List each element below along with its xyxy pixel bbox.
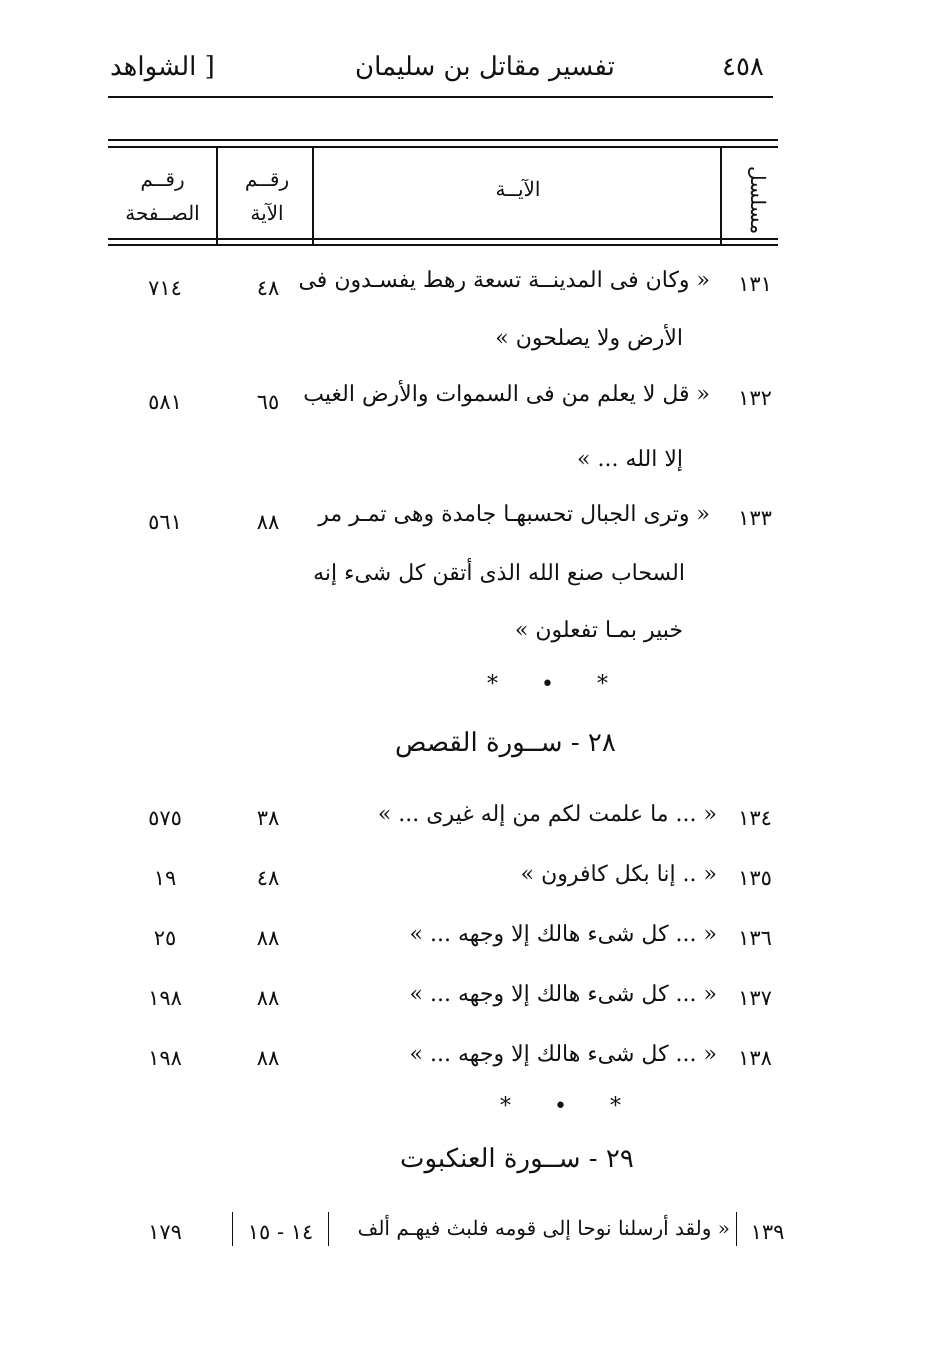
verse-text: « ... كل شىء هالك إلا وجهه ... » (409, 1042, 717, 1067)
verse-number: ١٤ - ١٥ (247, 1220, 314, 1244)
verse-number: ٨٨ (256, 1046, 280, 1070)
verse-text: « .. إنا بكل كافرون » (520, 862, 717, 887)
book-title: تفسير مقاتل بن سليمان (355, 52, 615, 82)
column-header-page-no (110, 162, 215, 230)
verse-text: « ... كل شىء هالك إلا وجهه ... » (409, 982, 717, 1007)
verse-number: ٨٨ (256, 510, 280, 534)
header-bottom-rule (108, 238, 778, 240)
page-reference: ٥٧٥ (148, 806, 182, 830)
serial-131: ١٣١ (738, 272, 772, 296)
verse-number: ٨٨ (256, 926, 280, 950)
surah-heading: ٢٩ - ســورة العنكبوت (400, 1144, 634, 1174)
serial-132: ١٣٢ (738, 386, 772, 410)
verse-text: « ... كل شىء هالك إلا وجهه ... » (409, 922, 717, 947)
serial-138: ١٣٨ (738, 1046, 772, 1070)
table-top-rule-2 (108, 146, 778, 148)
column-header-serial: مسلسل (746, 166, 770, 235)
serial-137: ١٣٧ (738, 986, 772, 1010)
serial-139: ١٣٩ (750, 1220, 785, 1244)
verse-number: ٤٨ (256, 866, 280, 890)
verse-text: إلا الله ... » (577, 447, 683, 472)
serial-136: ١٣٦ (738, 926, 772, 950)
verse-text: « وكان فى المدينــة تسعة رهط يفسـدون فى (298, 268, 710, 293)
verse-text: « ولقد أرسلنا نوحا إلى قومه فلبث فيهـم ألف (357, 1216, 730, 1240)
verse-text: السحاب صنع الله الذى أتقن كل شىء إنه (313, 561, 685, 586)
section-title: [ الشواهد (110, 52, 215, 82)
verse-number: ٨٨ (256, 986, 280, 1010)
serial-133: ١٣٣ (738, 506, 772, 530)
page-number: ٤٥٨ (722, 52, 764, 82)
verse-text: « ... ما علمت لكم من إله غيرى ... » (377, 802, 717, 827)
serial-134: ١٣٤ (738, 806, 772, 830)
divider-verseno-page (216, 148, 218, 245)
serial-135: ١٣٥ (738, 866, 772, 890)
page-reference: ١٩٨ (148, 986, 182, 1010)
verse-number: ٣٨ (256, 806, 280, 830)
table-top-rule (108, 139, 778, 141)
divider-verse-verseno (312, 148, 314, 245)
divider-row-139 (232, 1212, 233, 1246)
divider-row-139 (328, 1212, 329, 1246)
page-reference: ١٩ (153, 866, 177, 890)
divider-row-139 (736, 1212, 737, 1246)
header-bottom-rule-2 (108, 244, 778, 246)
column-header-verse-no-line2: الآية (250, 201, 284, 225)
header-rule (108, 96, 773, 98)
page-reference: ٢٥ (153, 926, 177, 950)
page-reference: ١٩٨ (148, 1046, 182, 1070)
verse-text: « قل لا يعلم من فى السموات والأرض الغيب (303, 382, 710, 407)
verse-text: « وترى الجبال تحسبهـا جامدة وهى تمـر مر (318, 502, 710, 527)
separator-stars: * • * (500, 1094, 639, 1119)
surah-heading: ٢٨ - ســورة القصص (395, 728, 616, 758)
verse-number: ٦٥ (256, 390, 280, 414)
separator-stars: * • * (487, 672, 626, 697)
verse-number: ٤٨ (256, 276, 280, 300)
page-reference: ٥٨١ (148, 390, 182, 414)
column-header-verse: الآيــة (495, 177, 541, 201)
verse-text: الأرض ولا يصلحون » (495, 326, 683, 351)
divider-serial-verse (720, 148, 722, 245)
page-reference: ١٧٩ (148, 1220, 182, 1244)
column-header-page-no-line1: رقــم (140, 167, 185, 191)
column-header-verse-no-line1: رقــم (244, 167, 290, 191)
verse-text: خبير بمـا تفعلون » (514, 618, 683, 643)
column-header-verse-no (222, 162, 312, 230)
page-reference: ٥٦١ (148, 510, 182, 534)
page-reference: ٧١٤ (148, 276, 182, 300)
column-header-page-no-line2: الصــفحة (125, 201, 200, 225)
